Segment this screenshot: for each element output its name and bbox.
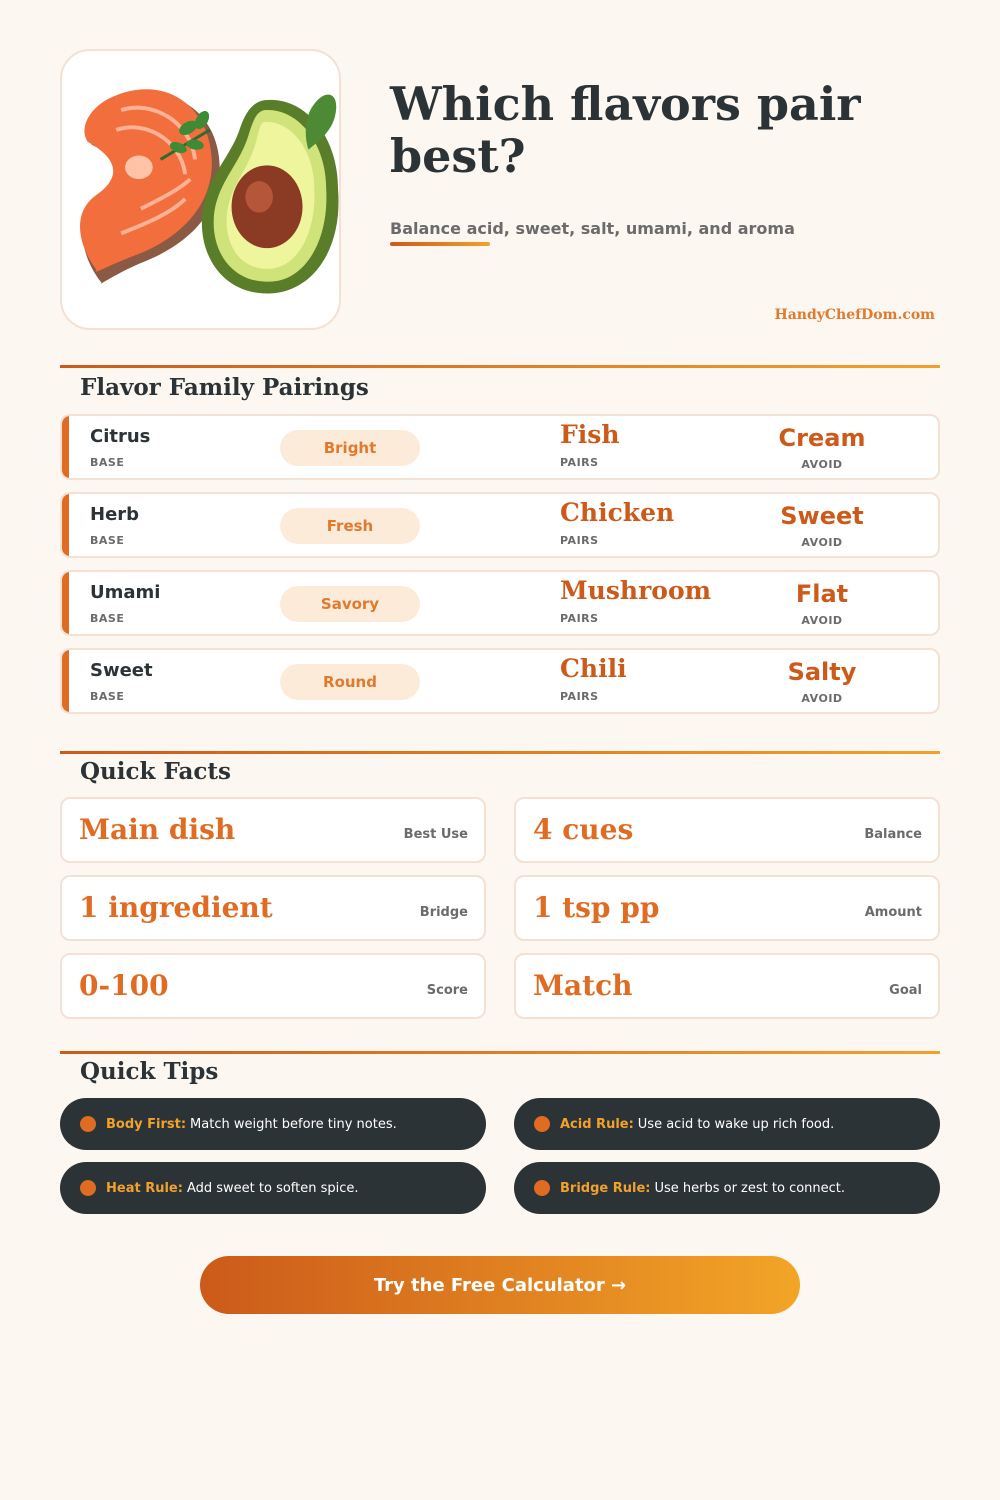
flavor-tag: Fresh [280,508,420,544]
fact-label: Score [426,983,468,998]
tip-text: Use acid to wake up rich food. [637,1116,835,1132]
pairing-row [60,648,940,714]
pairings-heading: Flavor Family Pairings [80,374,369,401]
fact-value: 1 ingredient [79,891,273,924]
tip-key: Heat Rule: [106,1180,183,1196]
fact-label: Goal [889,983,922,998]
avoid-cell [742,420,902,471]
base-name: Herb [90,504,140,525]
subtitle-underline [390,242,490,246]
fact-value: 4 cues [533,813,634,846]
section-divider [60,1051,940,1054]
avoid-value: Sweet [780,502,864,530]
avoid-value: Salty [787,658,857,686]
flavor-tag: Bright [280,430,420,466]
fact-card [514,797,940,863]
bullet-dot-icon [534,1116,550,1132]
fact-value: 0-100 [79,969,169,1002]
pairs-value: Mushroom [560,576,712,605]
avoid-label: AVOID [801,614,843,627]
pairs-label: PAIRS [560,456,599,469]
tip-card [60,1098,486,1150]
fact-card [514,875,940,941]
avocado-icon [202,95,339,294]
base-label: BASE [90,690,125,703]
pairing-row [60,414,940,480]
calculator-cta-button[interactable]: Try the Free Calculator → [200,1256,800,1314]
avoid-label: AVOID [801,458,843,471]
site-link[interactable]: HandyChefDom.com [774,307,935,323]
base-label: BASE [90,456,125,469]
fact-value: 1 tsp pp [533,891,660,924]
avoid-value: Flat [795,580,849,608]
tip-card [514,1162,940,1214]
pairs-value: Fish [560,420,620,449]
fact-card [60,953,486,1019]
tip-text: Add sweet to soften spice. [186,1180,359,1196]
fact-card [60,797,486,863]
bullet-dot-icon [534,1180,550,1196]
tip-text: Match weight before tiny notes. [190,1116,397,1132]
facts-heading: Quick Facts [80,758,231,785]
pairs-label: PAIRS [560,690,599,703]
avoid-cell [742,498,902,549]
flavor-tag: Savory [280,586,420,622]
bullet-dot-icon [80,1180,96,1196]
fact-value: Main dish [79,813,236,846]
tip-key: Body First: [106,1116,187,1132]
fact-value: Match [533,969,633,1002]
base-name: Citrus [90,426,151,447]
tips-heading: Quick Tips [80,1058,219,1085]
pairs-value: Chicken [560,498,675,527]
flavor-tag: Round [280,664,420,700]
avoid-value: Cream [778,424,866,452]
bullet-dot-icon [80,1116,96,1132]
tip-card [514,1098,940,1150]
tip-card [60,1162,486,1214]
fact-label: Bridge [419,905,468,920]
tip-text: Use herbs or zest to connect. [654,1180,846,1196]
base-label: BASE [90,534,125,547]
base-label: BASE [90,612,125,625]
hero-image [60,49,341,330]
tip-key: Bridge Rule: [560,1180,651,1196]
pairing-row [60,492,940,558]
pairing-row [60,570,940,636]
section-divider [60,365,940,368]
avoid-cell [742,576,902,627]
base-name: Umami [90,582,161,603]
fact-card [60,875,486,941]
pairs-label: PAIRS [560,534,599,547]
page-subtitle: Balance acid, sweet, salt, umami, and aroma [390,219,795,238]
fact-label: Best Use [403,827,468,842]
base-name: Sweet [90,660,153,681]
avoid-cell [742,654,902,705]
fact-label: Amount [864,905,922,920]
fact-label: Balance [864,827,922,842]
pairs-value: Chili [560,654,627,683]
avoid-label: AVOID [801,536,843,549]
food-illustration [62,51,339,328]
page-title: Which flavors pair best? [390,77,861,183]
section-divider [60,751,940,754]
tip-key: Acid Rule: [560,1116,634,1132]
fact-card [514,953,940,1019]
pairs-label: PAIRS [560,612,599,625]
avoid-label: AVOID [801,692,843,705]
